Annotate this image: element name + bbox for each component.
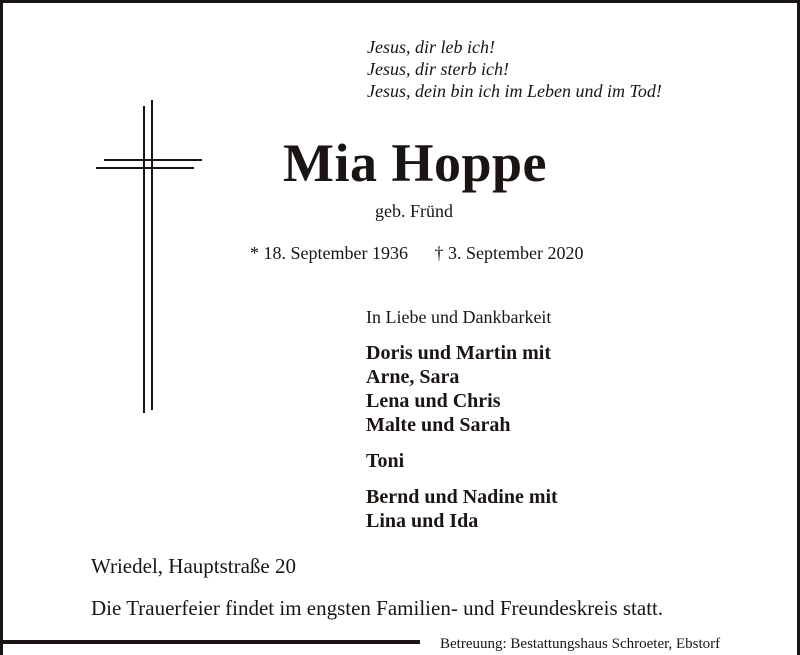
cross-icon xyxy=(90,98,210,418)
mourner-line: Toni xyxy=(366,450,405,472)
maiden-name: geb. Fründ xyxy=(375,201,453,221)
death-date: † 3. September 2020 xyxy=(434,243,584,263)
deceased-name: Mia Hoppe xyxy=(283,133,548,193)
frame-bottom-border xyxy=(0,640,420,644)
mourner-line: Malte und Sarah xyxy=(366,414,511,436)
mourner-line: Doris und Martin mit xyxy=(366,342,551,364)
life-dates xyxy=(250,243,583,264)
mourner-group xyxy=(366,449,558,473)
mourner-line: Lena und Chris xyxy=(366,390,501,412)
funeral-home-credit: Betreuung: Bestattungshaus Schroeter, Ebstorf xyxy=(440,636,721,652)
mourners-list xyxy=(366,341,558,545)
verse-line: Jesus, dein bin ich im Leben und im Tod! xyxy=(367,81,662,101)
bible-verse xyxy=(367,36,662,102)
family-address: Wriedel, Hauptstraße 20 xyxy=(91,554,296,578)
verse-line: Jesus, dir sterb ich! xyxy=(367,59,509,79)
tribute-line: In Liebe und Dankbarkeit xyxy=(366,307,552,327)
mourner-line: Arne, Sara xyxy=(366,366,460,388)
mourner-group xyxy=(366,341,558,437)
mourner-line: Lina und Ida xyxy=(366,510,479,532)
frame-top-border xyxy=(0,0,800,3)
mourner-line: Bernd und Nadine mit xyxy=(366,486,558,508)
mourner-group xyxy=(366,485,558,533)
birth-date: * 18. September 1936 xyxy=(250,243,408,263)
verse-line: Jesus, dir leb ich! xyxy=(367,37,495,57)
frame-left-border xyxy=(0,0,3,655)
funeral-note: Die Trauerfeier findet im engsten Familien- und Freundeskreis statt. xyxy=(91,596,664,620)
